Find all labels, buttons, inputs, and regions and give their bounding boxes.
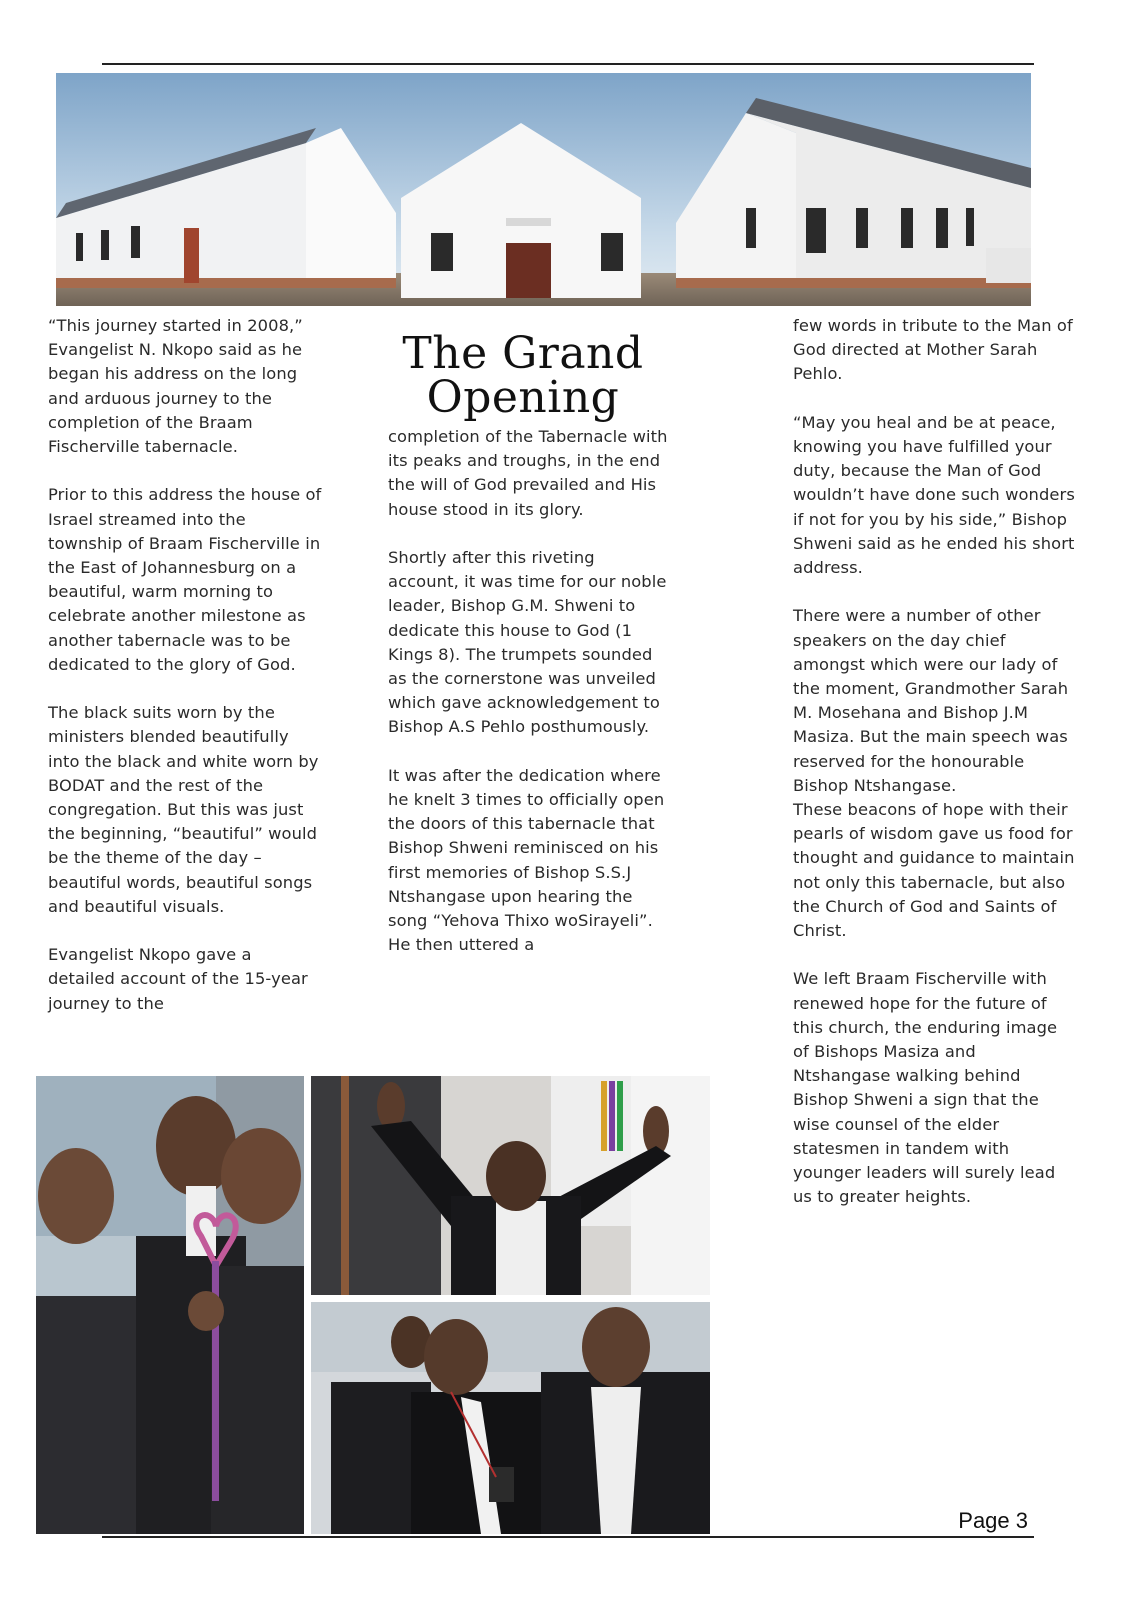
article-paragraph: Shortly after this riveting account, it was time for our noble leader, Bishop G.M. Shweni to dedicate this house to God (1 Kings 8). The trumpets sounded as the cornerstone was unveiled which gave acknowledgement to Bishop A.S Pehlo posthumously. <box>388 548 667 737</box>
article-paragraph: There were a number of other speakers on the day chief amongst which were our lady of the moment, Grandmother Sarah M. Mosehana and Bishop J.M Masiza. But the main speech was reserved for the honourable Bishop Ntshangase. These beacons of hope with their pearls of wisdom gave us food for thought and guidance to maintain not only this tabernacle, but also the Church of God and Saints of Christ. <box>793 606 1075 941</box>
article-paragraph: Evangelist Nkopo gave a detailed account of the 15-year journey to the <box>48 945 308 1013</box>
article-paragraph: The black suits worn by the ministers blended beautifully into the black and white worn by BODAT and the rest of the congregation. But this was just the beginning, “beautiful” would be the theme of the day – beautiful words, beautiful songs and beautiful visuals. <box>48 703 319 916</box>
article-paragraph: few words in tribute to the Man of God directed at Mother Sarah Pehlo. <box>793 316 1073 384</box>
tabernacle-banner-photo <box>56 73 1031 306</box>
article-paragraph: completion of the Tabernacle with its peaks and troughs, in the end the will of God prevailed and His house stood in its glory. <box>388 427 668 519</box>
article-title: The Grand Opening <box>402 328 644 423</box>
article-column-right <box>793 314 1075 1209</box>
top-rule <box>102 63 1034 65</box>
article-column-middle <box>388 425 668 957</box>
article-paragraph: We left Braam Fischerville with renewed hope for the future of this church, the enduring image of Bishops Masiza and Ntshangase walking behind Bishop Shweni a sign that the wise counsel of the elder statesmen in tandem with younger leaders will surely lead us to greater heights. <box>793 969 1058 1207</box>
page-number: Page 3 <box>958 1508 1028 1533</box>
article-paragraph: Prior to this address the house of Israel streamed into the township of Braam Fischerville in the East of Johannesburg on a beautiful, warm morning to celebrate another milestone as another tabernacle was to be dedicated to the glory of God. <box>48 485 322 674</box>
bishops-greeting-photo <box>36 1076 304 1534</box>
bishop-kneeling-photo <box>311 1076 710 1295</box>
article-paragraph: It was after the dedication where he knelt 3 times to officially open the doors of this tabernacle that Bishop Shweni reminisced on his first memories of Bishop S.S.J Ntshangase upon hearing the song “Yehova Thixo woSirayeli”. He then uttered a <box>388 765 665 955</box>
bottom-rule <box>102 1536 1034 1538</box>
article-paragraph: “This journey started in 2008,” Evangelist N. Nkopo said as he began his address on the long and arduous journey to the completion of the Braam Fischerville tabernacle. <box>48 316 303 457</box>
bishops-procession-photo <box>311 1302 710 1534</box>
article-paragraph: “May you heal and be at peace, knowing you have fulfilled your duty, because the Man of God wouldn’t have done such wonders if not for you by his side,” Bishop Shweni said as he ended his short address. <box>793 412 1075 578</box>
article-column-left <box>48 314 323 1016</box>
